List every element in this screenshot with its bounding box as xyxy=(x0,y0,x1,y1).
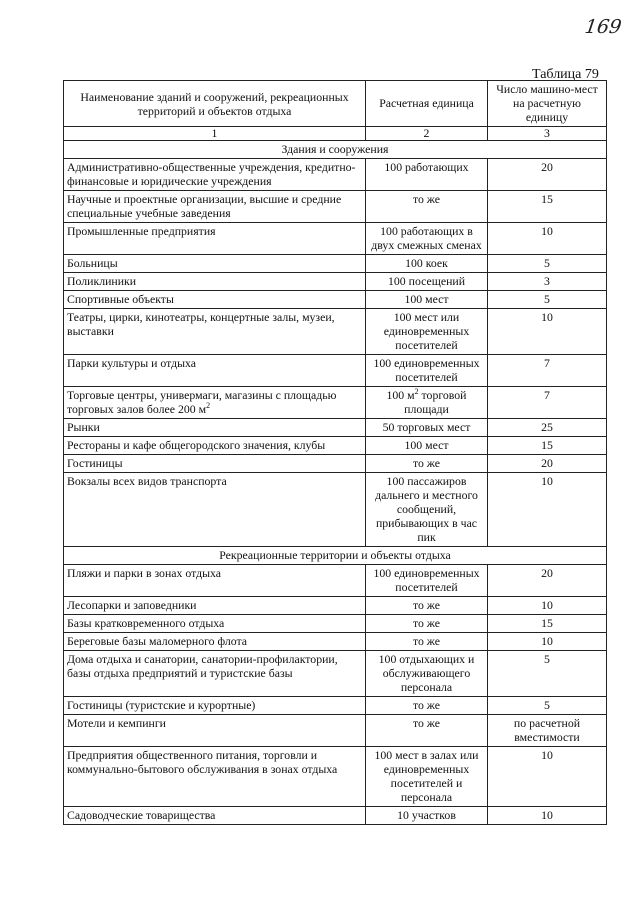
row-name xyxy=(64,715,366,747)
row-unit-text: 100 единовременных посетителей xyxy=(373,356,480,384)
row-unit xyxy=(366,291,488,309)
row-name-text: Вокзалы всех видов транспорта xyxy=(67,474,227,488)
row-name xyxy=(64,633,366,651)
row-name xyxy=(64,191,366,223)
row-name xyxy=(64,255,366,273)
column-numbers-row xyxy=(64,127,607,141)
row-value: 5 xyxy=(488,255,607,273)
row-unit xyxy=(366,615,488,633)
row-name-text: Парки культуры и отдыха xyxy=(67,356,196,370)
row-unit-text: то же xyxy=(412,716,441,730)
row-unit xyxy=(366,309,488,355)
row-unit-text: 100 отдыхающих и обслуживающего персонала xyxy=(378,652,475,694)
row-value: 10 xyxy=(488,309,607,355)
row-unit xyxy=(366,747,488,807)
row-unit-text: 100 мест в залах или единовременных посетителей и персонала xyxy=(374,748,479,804)
row-unit-text: то же xyxy=(412,456,441,470)
row-unit xyxy=(366,387,488,419)
row-unit xyxy=(366,223,488,255)
row-value: 5 xyxy=(488,697,607,715)
row-name xyxy=(64,159,366,191)
row-value: 25 xyxy=(488,419,607,437)
parking-norms-table xyxy=(63,80,607,825)
section-row xyxy=(64,141,607,159)
row-name-text: Пляжи и парки в зонах отдыха xyxy=(67,566,222,580)
row-name-text: Спортивные объекты xyxy=(67,292,174,306)
row-unit xyxy=(366,159,488,191)
table-row xyxy=(64,437,607,455)
row-value: 10 xyxy=(488,473,607,547)
row-name xyxy=(64,697,366,715)
header-unit: Расчетная единица xyxy=(366,81,488,127)
row-unit xyxy=(366,437,488,455)
table-row xyxy=(64,615,607,633)
row-name xyxy=(64,273,366,291)
row-name xyxy=(64,807,366,825)
row-name xyxy=(64,565,366,597)
table-row xyxy=(64,387,607,419)
row-name-text: Гостиницы xyxy=(67,456,123,470)
table-row xyxy=(64,455,607,473)
table-row xyxy=(64,633,607,651)
table-row xyxy=(64,715,607,747)
column-number: 3 xyxy=(488,127,607,141)
row-name xyxy=(64,291,366,309)
page-number: 169 xyxy=(583,16,623,38)
table-row xyxy=(64,651,607,697)
row-name xyxy=(64,473,366,547)
row-name-text: Береговые базы маломерного флота xyxy=(67,634,248,648)
row-unit xyxy=(366,473,488,547)
row-unit-text: то же xyxy=(412,698,441,712)
row-name xyxy=(64,597,366,615)
row-value: 20 xyxy=(488,159,607,191)
row-value: 15 xyxy=(488,615,607,633)
row-name xyxy=(64,615,366,633)
row-value: 10 xyxy=(488,223,607,255)
row-name xyxy=(64,223,366,255)
row-value: 10 xyxy=(488,633,607,651)
row-name-text: Гостиницы (туристские и курортные) xyxy=(67,698,256,712)
column-number: 1 xyxy=(64,127,366,141)
row-unit xyxy=(366,273,488,291)
row-unit xyxy=(366,807,488,825)
row-value: 5 xyxy=(488,291,607,309)
row-unit-text: то же xyxy=(412,598,441,612)
row-name xyxy=(64,455,366,473)
row-unit xyxy=(366,455,488,473)
table-row xyxy=(64,807,607,825)
table-row xyxy=(64,697,607,715)
row-name-text: Торговые центры, универмаги, магазины с площадью торговых залов более 200 м xyxy=(67,388,337,416)
table-row xyxy=(64,291,607,309)
row-unit xyxy=(366,597,488,615)
header-value: Число машино-мест на расчетную единицу xyxy=(488,81,607,127)
row-value: 15 xyxy=(488,437,607,455)
row-name xyxy=(64,355,366,387)
table-row xyxy=(64,473,607,547)
row-unit-superscript: 2 xyxy=(414,387,419,397)
row-value: по расчетной вместимости xyxy=(488,715,607,747)
row-unit-text: 100 работающих в двух смежных сменах xyxy=(371,224,482,252)
row-unit xyxy=(366,419,488,437)
row-value: 10 xyxy=(488,597,607,615)
row-value: 7 xyxy=(488,355,607,387)
row-unit xyxy=(366,565,488,597)
table-row xyxy=(64,597,607,615)
row-value: 20 xyxy=(488,565,607,597)
row-unit-text: 100 м xyxy=(386,388,415,402)
row-name-text: Больницы xyxy=(67,256,118,270)
row-name-text: Садоводческие товарищества xyxy=(67,808,216,822)
table-row xyxy=(64,191,607,223)
row-unit-text: 100 мест или единовременных посетителей xyxy=(383,310,470,352)
section-title: Рекреационные территории и объекты отдыха xyxy=(64,547,607,565)
section-title: Здания и сооружения xyxy=(64,141,607,159)
row-name-text: Промышленные предприятия xyxy=(67,224,216,238)
row-name-text: Дома отдыха и санатории, санатории-профилактории, базы отдыха предприятий и туристские базы xyxy=(67,652,338,680)
row-unit-text: 100 единовременных посетителей xyxy=(373,566,480,594)
row-name-text: Поликлиники xyxy=(67,274,137,288)
table-row xyxy=(64,255,607,273)
row-unit-text: 10 участков xyxy=(397,808,456,822)
row-unit-text: 100 работающих xyxy=(384,160,469,174)
row-unit-text: 100 пассажиров дальнего и местного сообщений, прибывающих в час пик xyxy=(375,474,478,544)
row-unit xyxy=(366,191,488,223)
row-unit-text: 100 мест xyxy=(404,438,449,452)
row-name-text: Рынки xyxy=(67,420,100,434)
row-name-superscript: 2 xyxy=(206,401,211,411)
row-name xyxy=(64,747,366,807)
row-value: 10 xyxy=(488,747,607,807)
header-row xyxy=(64,81,607,127)
row-value: 3 xyxy=(488,273,607,291)
row-name-text: Лесопарки и заповедники xyxy=(67,598,197,612)
row-unit xyxy=(366,715,488,747)
row-value: 20 xyxy=(488,455,607,473)
table-row xyxy=(64,273,607,291)
table-row xyxy=(64,355,607,387)
row-unit xyxy=(366,255,488,273)
table-row xyxy=(64,159,607,191)
row-unit xyxy=(366,633,488,651)
row-name-text: Научные и проектные организации, высшие и средние специальные учебные заведения xyxy=(67,192,342,220)
table-row xyxy=(64,419,607,437)
row-name xyxy=(64,419,366,437)
row-name-text: Предприятия общественного питания, торговли и коммунально-бытового обслуживания в зонах отдыха xyxy=(67,748,338,776)
row-value: 7 xyxy=(488,387,607,419)
row-name-text: Театры, цирки, кинотеатры, концертные залы, музеи, выставки xyxy=(67,310,335,338)
row-value: 10 xyxy=(488,807,607,825)
row-unit-text: 100 коек xyxy=(405,256,448,270)
row-name xyxy=(64,309,366,355)
table-row xyxy=(64,565,607,597)
row-unit-rest: торговой площади xyxy=(404,388,467,416)
row-name-text: Мотели и кемпинги xyxy=(67,716,166,730)
row-name xyxy=(64,651,366,697)
row-unit-text: то же xyxy=(412,192,441,206)
row-unit xyxy=(366,355,488,387)
header-name: Наименование зданий и сооружений, рекреационных территорий и объектов отдыха xyxy=(64,81,366,127)
section-row xyxy=(64,547,607,565)
table-row xyxy=(64,747,607,807)
row-unit xyxy=(366,697,488,715)
row-name-text: Рестораны и кафе общегородского значения, клубы xyxy=(67,438,326,452)
row-name xyxy=(64,387,366,419)
table-caption: Таблица 79 xyxy=(532,67,599,82)
row-value: 15 xyxy=(488,191,607,223)
row-unit-text: то же xyxy=(412,634,441,648)
row-name xyxy=(64,437,366,455)
column-number: 2 xyxy=(366,127,488,141)
table-row xyxy=(64,223,607,255)
row-unit-text: то же xyxy=(412,616,441,630)
row-name-text: Базы кратковременного отдыха xyxy=(67,616,225,630)
row-unit-text: 50 торговых мест xyxy=(382,420,471,434)
row-value: 5 xyxy=(488,651,607,697)
row-unit xyxy=(366,651,488,697)
row-unit-text: 100 посещений xyxy=(387,274,466,288)
table-row xyxy=(64,309,607,355)
row-unit-text: 100 мест xyxy=(404,292,449,306)
row-name-text: Административно-общественные учреждения, кредитно-финансовые и юридические учреждения xyxy=(67,160,356,188)
